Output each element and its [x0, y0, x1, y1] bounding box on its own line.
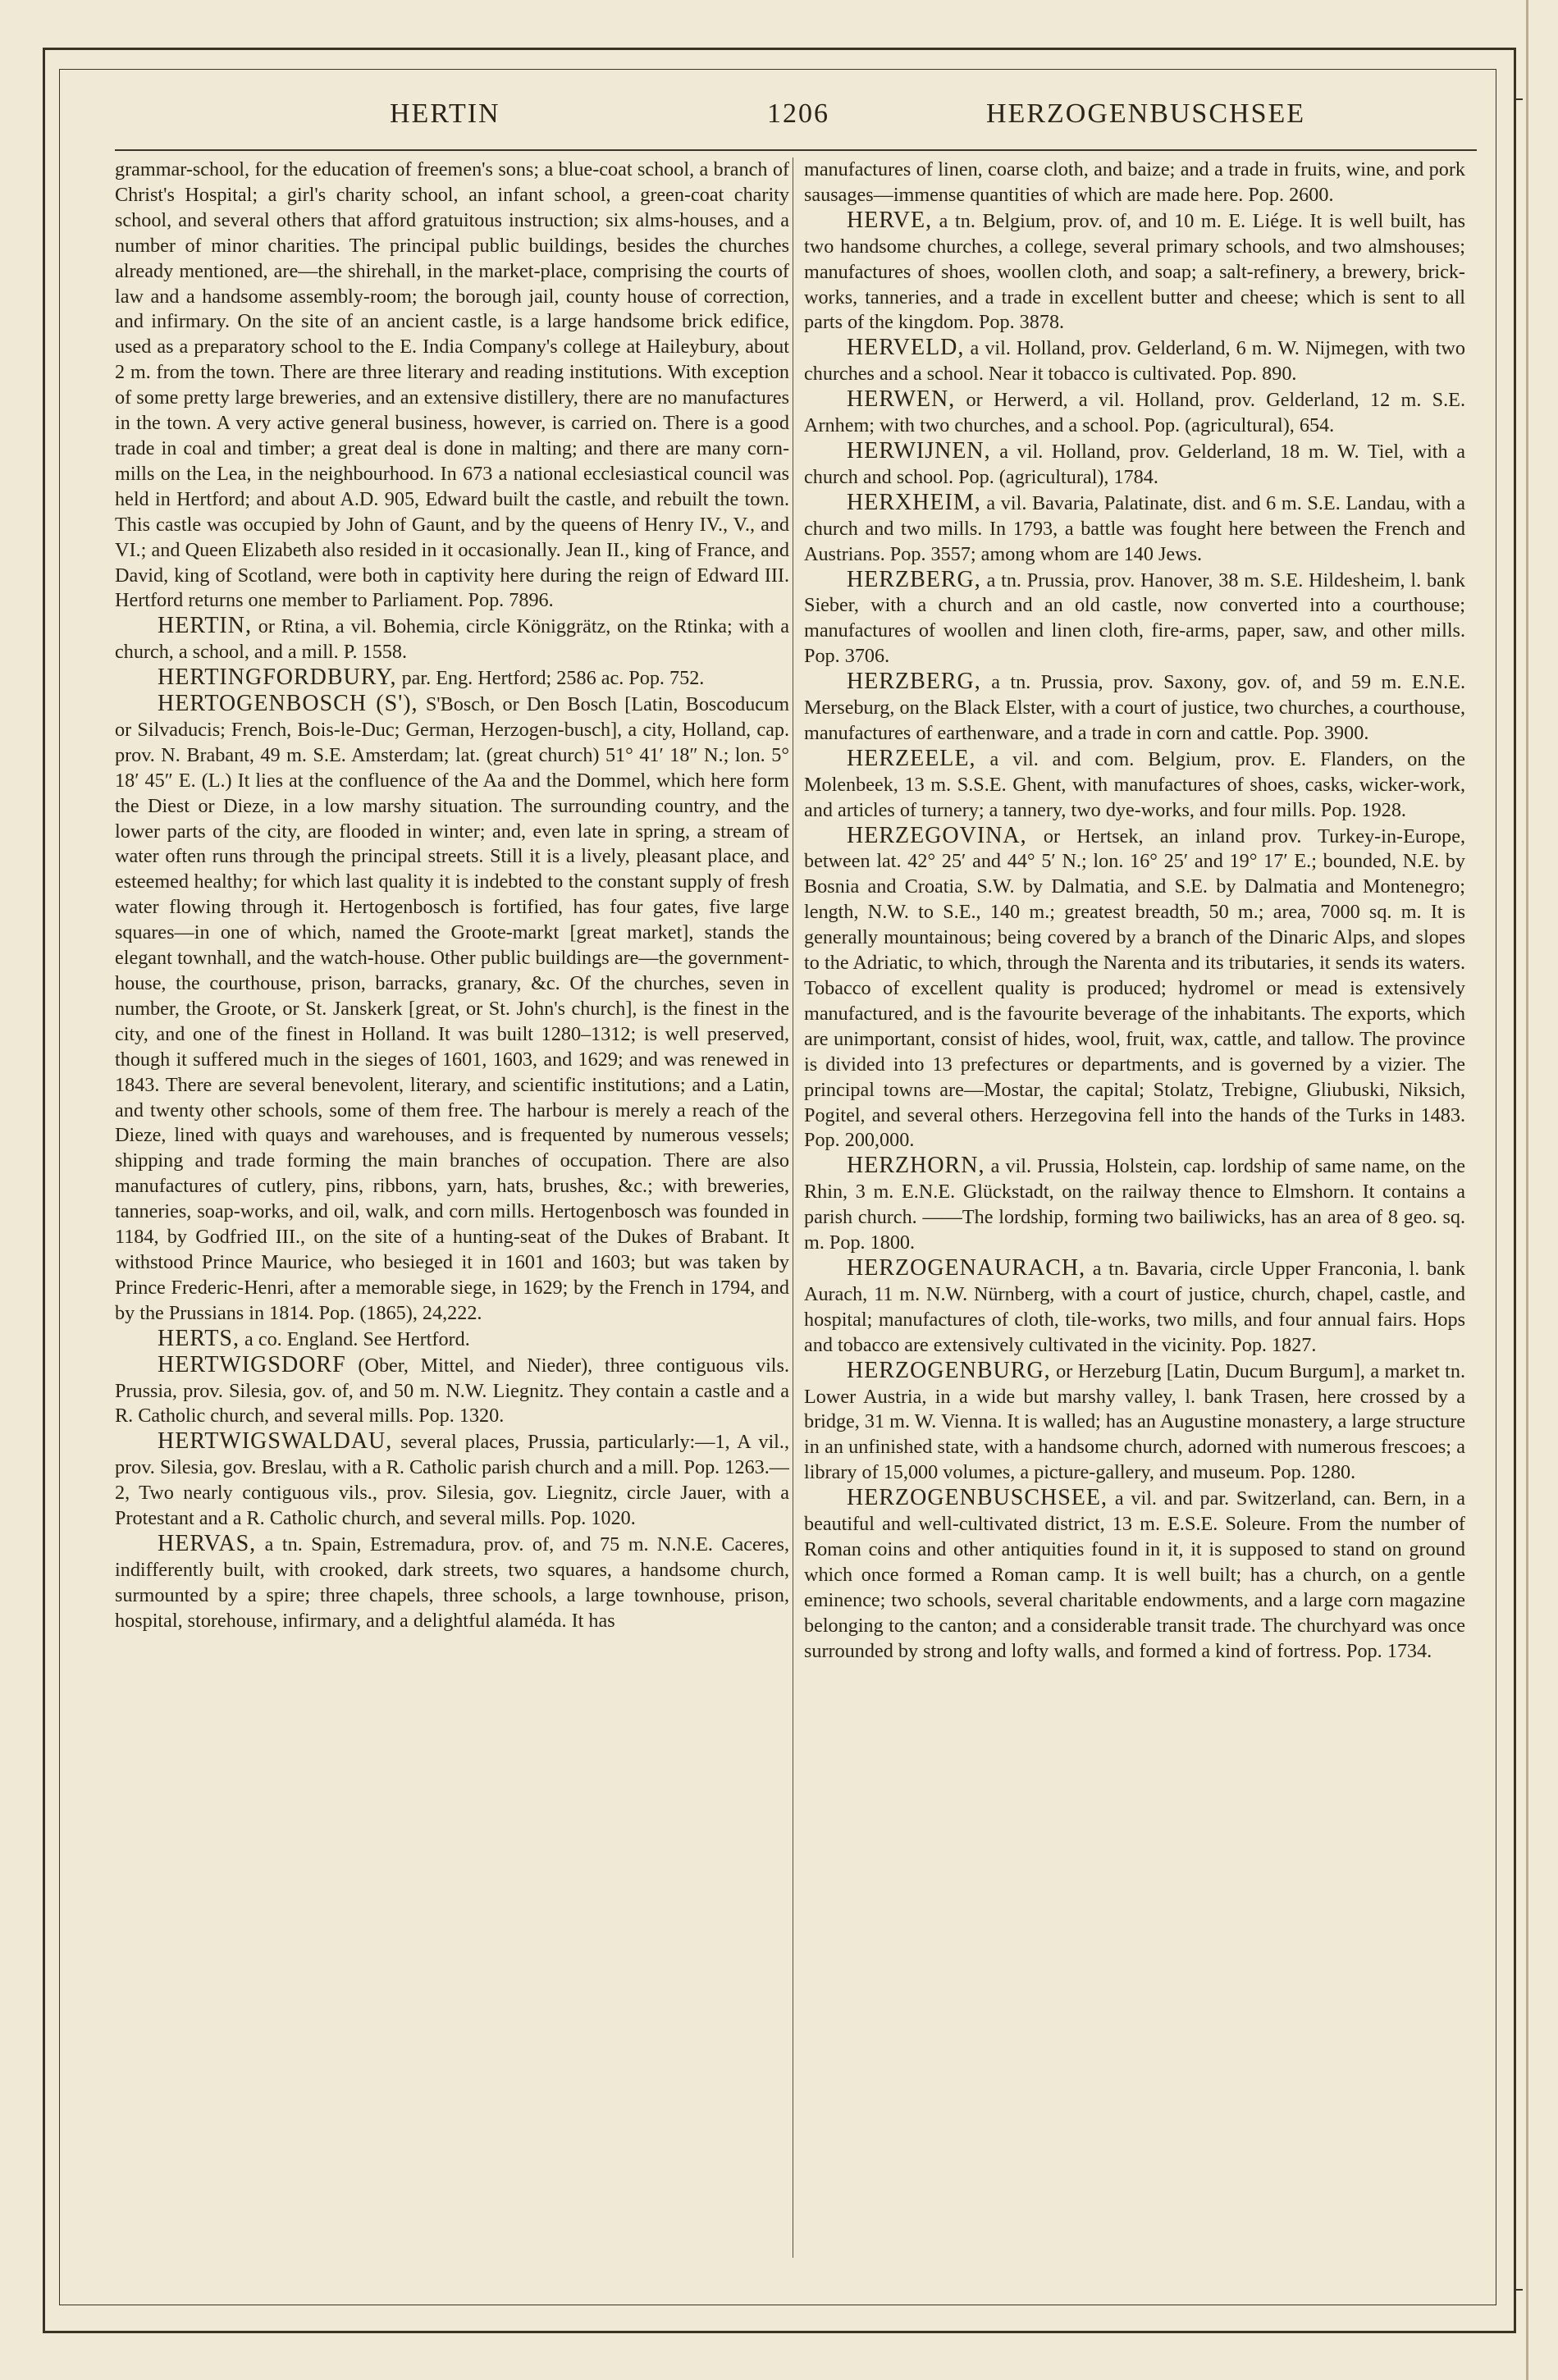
entry-text: a vil. Bavaria, Palatinate, dist. and 6 m. S.E. Landau, with a church and two mills. In 1793, a battle was fought here between the French and Austrians. Pop. 3557; among whom are 140 Jews.: [804, 491, 1465, 565]
gazetteer-entry: [115, 692, 789, 1327]
entry-headword: HERZOGENBUSCHSEE,: [847, 1485, 1108, 1511]
entry-text: or Herzeburg [Latin, Ducum Burgum], a market tn. Lower Austria, in a wide but marshy valley, l. bank Trasen, here crossed by a bridge, 31 m. W. Vienna. It is walled; has an Augustine monastery, a large structure in an unfinished state, with a handsome church, adorned with numerous frescoes; a library of 15,000 volumes, a picture-gallery, and museum. Pop. 1280.: [804, 1359, 1465, 1484]
entry-headword: HERWIJNEN,: [847, 437, 991, 464]
entry-headword: HERZEELE,: [847, 745, 976, 771]
gazetteer-entry: [115, 1429, 789, 1532]
gazetteer-entry: [804, 491, 1465, 568]
entry-headword: HERZOGENAURACH,: [847, 1254, 1086, 1281]
page-edge: [1526, 0, 1528, 2380]
entry-headword: HERVE,: [847, 207, 933, 233]
entry-headword: HERTWIGSDORF: [158, 1351, 346, 1377]
entry-text: a tn. Bavaria, circle Upper Franconia, l. bank Aurach, 11 m. N.W. Nürnberg, with a court of justice, church, chapel, castle, and hospital; manufactures of cloth, tile-works, two mills, and four annual fairs. Hops and tobacco are extensively cultivated in the vicinity. Pop. 1827.: [804, 1257, 1465, 1356]
gazetteer-entry: [804, 824, 1465, 1154]
entry-headword: HERTWIGSWALDAU,: [158, 1428, 393, 1455]
entry-text: S'Bosch, or Den Bosch [Latin, Boscoducum or Silvaducis; French, Bois-le-Duc; German, Herzogen-busch], a city, Holland, cap. prov. N. Brabant, 49 m. S.E. Amsterdam; lat. (great church) 51° 41′ 18″ N.; lon. 5° 18′ 45″ E. (L.) It lies at the confluence of the Aa and the Dommel, which here form the Diest or Dieze, in a low marshy situation. The surrounding country, and the lower parts of the city, are flooded in winter; and, even late in spring, a stream of water often runs through the principal streets. Still it is a lively, pleasant place, and esteemed healthy; for which last quality it is indebted to the constant supply of fresh water flowing through it. Hertogenbosch is fortified, has four gates, five large squares—in one of which, named the Groote-markt [great market], stands the elegant townhall, and the watch-house. Other public buildings are—the government-house, the courthouse, prison, barracks, granary, &c. Of the churches, seven in number, the Groote, or St. Janskerk [great, or St. John's church], is the finest in the city, and one of the finest in Holland. It was built 1280–1312; is well preserved, though it suffered much in the sieges of 1601, 1603, and 1629; and was renewed in 1843. There are several benevolent, literary, and scientific institutions; and a Latin, and twenty other schools, some of them free. The harbour is merely a reach of the Dieze, lined with quays and warehouses, and is frequented by numerous vessels; shipping and trade forming the main branches of occupation. There are also manufactures of cutlery, pins, ribbons, yarn, hats, brushes, &c.; with breweries, tanneries, soap-works, and oil, walk, and corn mills. Hertogenbosch was founded in 1184, by Godfried III., on the site of a hunting-seat of the Dukes of Brabant. It withstood Prince Maurice, who besieged it in 1601 and 1603; but was taken by Prince Frederic-Henri, after a memorable siege, in 1629; by the French in 1794, and by the Prussians in 1814. Pop. (1865), 24,222.: [115, 693, 789, 1324]
gazetteer-entry: [804, 1153, 1465, 1256]
entry-headword: HERZBERG,: [847, 669, 981, 695]
entry-headword: HERVAS,: [158, 1530, 257, 1556]
entry-text: a vil. Holland, prov. Gelderland, 6 m. W. Nijmegen, with two churches and a school. Near it tobacco is cultivated. Pop. 890.: [804, 337, 1465, 386]
gazetteer-entry: [804, 336, 1465, 387]
entry-text: several places, Prussia, particularly:—1, A vil., prov. Silesia, gov. Breslau, with a R. Catholic parish church and a mill. Pop. 1263.—2, Two nearly contiguous vils., prov. Silesia, gov. Liegnitz, circle Jauer, with a Protestant and a R. Catholic church, and several mills. Pop. 1020.: [115, 1431, 789, 1530]
entry-text: par. Eng. Hertford; 2586 ac. Pop. 752.: [396, 667, 705, 690]
entry-headword: HERTINGFORDBURY,: [158, 665, 397, 691]
entry-headword: HERTOGENBOSCH (S'),: [158, 691, 418, 717]
gazetteer-entry: [115, 1532, 789, 1634]
page-number: 1206: [767, 98, 829, 129]
gazetteer-entry: [804, 1359, 1465, 1487]
entry-headword: HERTIN,: [158, 613, 252, 639]
gazetteer-entry: [804, 669, 1465, 747]
gazetteer-entry: [804, 439, 1465, 491]
entry-text: a tn. Belgium, prov. of, and 10 m. E. Liége. It is well built, has two handsome churches, a college, several primary schools, and two almshouses; manufactures of shoes, woollen cloth, and soap; a salt-refinery, a brewery, brick-works, tanneries, and a trade in excellent butter and cheese; which is sent to all parts of the kingdom. Pop. 3878.: [804, 209, 1465, 334]
entry-text: a vil. Prussia, Holstein, cap. lordship of same name, on the Rhin, 3 m. E.N.E. Glückstadt, on the railway thence to Elmshorn. It contains a parish church. ——The lordship, forming two bailiwicks, has an area of 8 geo. sq. m. Pop. 1800.: [804, 1155, 1465, 1254]
gazetteer-entry: [804, 1256, 1465, 1359]
entry-text: a co. England. See Hertford.: [240, 1327, 470, 1350]
entry-continuation: [115, 158, 789, 614]
entry-headword: HERVELD,: [847, 335, 965, 361]
entry-headword: HERZBERG,: [847, 566, 981, 592]
gazetteer-entry: [804, 387, 1465, 439]
entry-headword: HERWEN,: [847, 386, 956, 413]
header-rule: [115, 149, 1477, 151]
gazetteer-entry: [115, 665, 789, 692]
header-right-guide-word: HERZOGENBUSCHSEE: [986, 98, 1306, 129]
entry-continuation: [804, 158, 1465, 208]
left-column: [115, 158, 789, 2258]
entry-text: or Rtina, a vil. Bohemia, circle Königgrätz, on the Rtinka; with a church, a school, and a mill. P. 1558.: [115, 615, 789, 664]
entry-text: a vil. and par. Switzerland, can. Bern, in a beautiful and well-cultivated district, 13 m. E.S.E. Soleure. From the number of Roman coins and other antiquities found in it, it is supposed to stand on ground which once formed a Roman camp. It is well built; has a church, on a gentle eminence; two schools, several charitable endowments, and a large corn magazine belonging to the canton; and a considerable transit trade. The churchyard was once surrounded by strong and lofty walls, and formed a kind of fortress. Pop. 1734.: [804, 1487, 1465, 1662]
entry-text: a tn. Prussia, prov. Saxony, gov. of, and 59 m. E.N.E. Merseburg, on the Black Elster, with a court of justice, two churches, a courthouse, manufactures of earthenware, and a trade in corn and cattle. Pop. 3900.: [804, 671, 1465, 744]
entry-headword: HERZOGENBURG,: [847, 1357, 1051, 1383]
entry-headword: HERZEGOVINA,: [847, 822, 1027, 848]
entry-text: manufactures of linen, coarse cloth, and baize; and a trade in fruits, wine, and pork sausages—immense quantities of which are made here. Pop. 2600.: [804, 158, 1465, 206]
entry-text: or Hertsek, an inland prov. Turkey-in-Europe, between lat. 42° 25′ and 44° 5′ N.; lon. 16° 25′ and 19° 17′ E.; bounded, N.E. by Bosnia and Croatia, S.W. by Dalmatia, and S.E. by Dalmatia and Montenegro; length, N.W. to S.E., 140 m.; greatest breadth, 50 m.; area, 7000 sq. m. It is generally mountainous; being covered by a branch of the Dinaric Alps, and slopes to the Adriatic, to which, through the Narenta and its tributaries, it sends its waters. Tobacco of excellent quality is produced; hydromel or mead is extensively manufactured, and is the favourite beverage of the inhabitants. The exports, which are unimportant, consist of hides, wool, fruit, wax, cattle, and tallow. The province is divided into 13 prefectures or departments, and is governed by a vizier. The principal towns are—Mostar, the capital; Stolatz, Trebigne, Gliubuski, Niksich, Pogitel, and several others. Herzegovina fell into the hands of the Turks in 1483. Pop. 200,000.: [804, 825, 1465, 1152]
gazetteer-entry: [804, 208, 1465, 336]
entry-headword: HERZHORN,: [847, 1153, 985, 1179]
header-left-guide-word: HERTIN: [390, 98, 500, 129]
right-column: [804, 158, 1465, 2258]
entry-text: grammar-school, for the education of freemen's sons; a blue-coat school, a branch of Christ's Hospital; a girl's charity school, an infant school, a green-coat charity school, and several others that afford gratuitous instruction; six alms-houses, and a number of minor charities. The principal public buildings, besides the churches already mentioned, are—the shirehall, in the market-place, comprising the courts of law and a handsome assembly-room; the borough jail, county house of correction, and infirmary. On the site of an ancient castle, is a large handsome brick edifice, used as a preparatory school to the E. India Company's college at Haileybury, about 2 m. from the town. There are three literary and reading institutions. With exception of some pretty large breweries, and an extensive distillery, there are no manufactures in the town. A very active general business, however, is carried on. There is a good trade in coal and timber; a great deal is done in malting; and there are many corn-mills on the Lea, in the neighbourhood. In 673 a national ecclesiastical council was held in Hertford; and about A.D. 905, Edward built the castle, and rebuilt the town. This castle was occupied by John of Gaunt, and by the queens of Henry IV., V., and VI.; and Queen Elizabeth also resided in it occasionally. Jean II., king of France, and David, king of Scotland, were both in captivity here during the reign of Edward III. Hertford returns one member to Parliament. Pop. 7896.: [115, 158, 789, 612]
entry-text: (Ober, Mittel, and Nieder), three contiguous vils. Prussia, prov. Silesia, gov. of, and 50 m. N.W. Liegnitz. They contain a castle and a R. Catholic church, and several mills. Pop. 1320.: [115, 1354, 789, 1428]
entry-text: a vil. and com. Belgium, prov. E. Flanders, on the Molenbeek, 13 m. S.S.E. Ghent, with manufactures of shoes, casks, wicker-work, and articles of turnery; a tannery, two dye-works, and four mills. Pop. 1928.: [804, 747, 1465, 821]
gazetteer-entry: [115, 614, 789, 665]
running-header: [115, 98, 1444, 139]
gazetteer-entry: [115, 1353, 789, 1430]
gazetteer-entry: [804, 568, 1465, 670]
entry-text: a vil. Holland, prov. Gelderland, 18 m. W. Tiel, with a church and school. Pop. (agricultural), 1784.: [804, 440, 1465, 488]
entry-headword: HERTS,: [158, 1325, 240, 1351]
gazetteer-entry: [115, 1327, 789, 1353]
gazetteer-entry: [804, 747, 1465, 824]
entry-text: a tn. Prussia, prov. Hanover, 38 m. S.E. Hildesheim, l. bank Sieber, with a church and an old castle, now converted into a courthouse; manufactures of woollen and linen cloth, fire-arms, paper, saw, and other mills. Pop. 3706.: [804, 569, 1465, 668]
entry-text: or Herwerd, a vil. Holland, prov. Gelderland, 12 m. S.E. Arnhem; with two churches, and a school. Pop. (agricultural), 654.: [804, 389, 1465, 437]
entry-headword: HERXHEIM,: [847, 489, 981, 515]
gazetteer-entry: [804, 1486, 1465, 1664]
entry-text: a tn. Spain, Estremadura, prov. of, and 75 m. N.N.E. Caceres, indifferently built, with crooked, dark streets, two squares, a handsome church, surmounted by a spire; three chapels, three schools, a large townhouse, prison, hospital, storehouse, infirmary, and a delightful alaméda. It has: [115, 1533, 789, 1632]
